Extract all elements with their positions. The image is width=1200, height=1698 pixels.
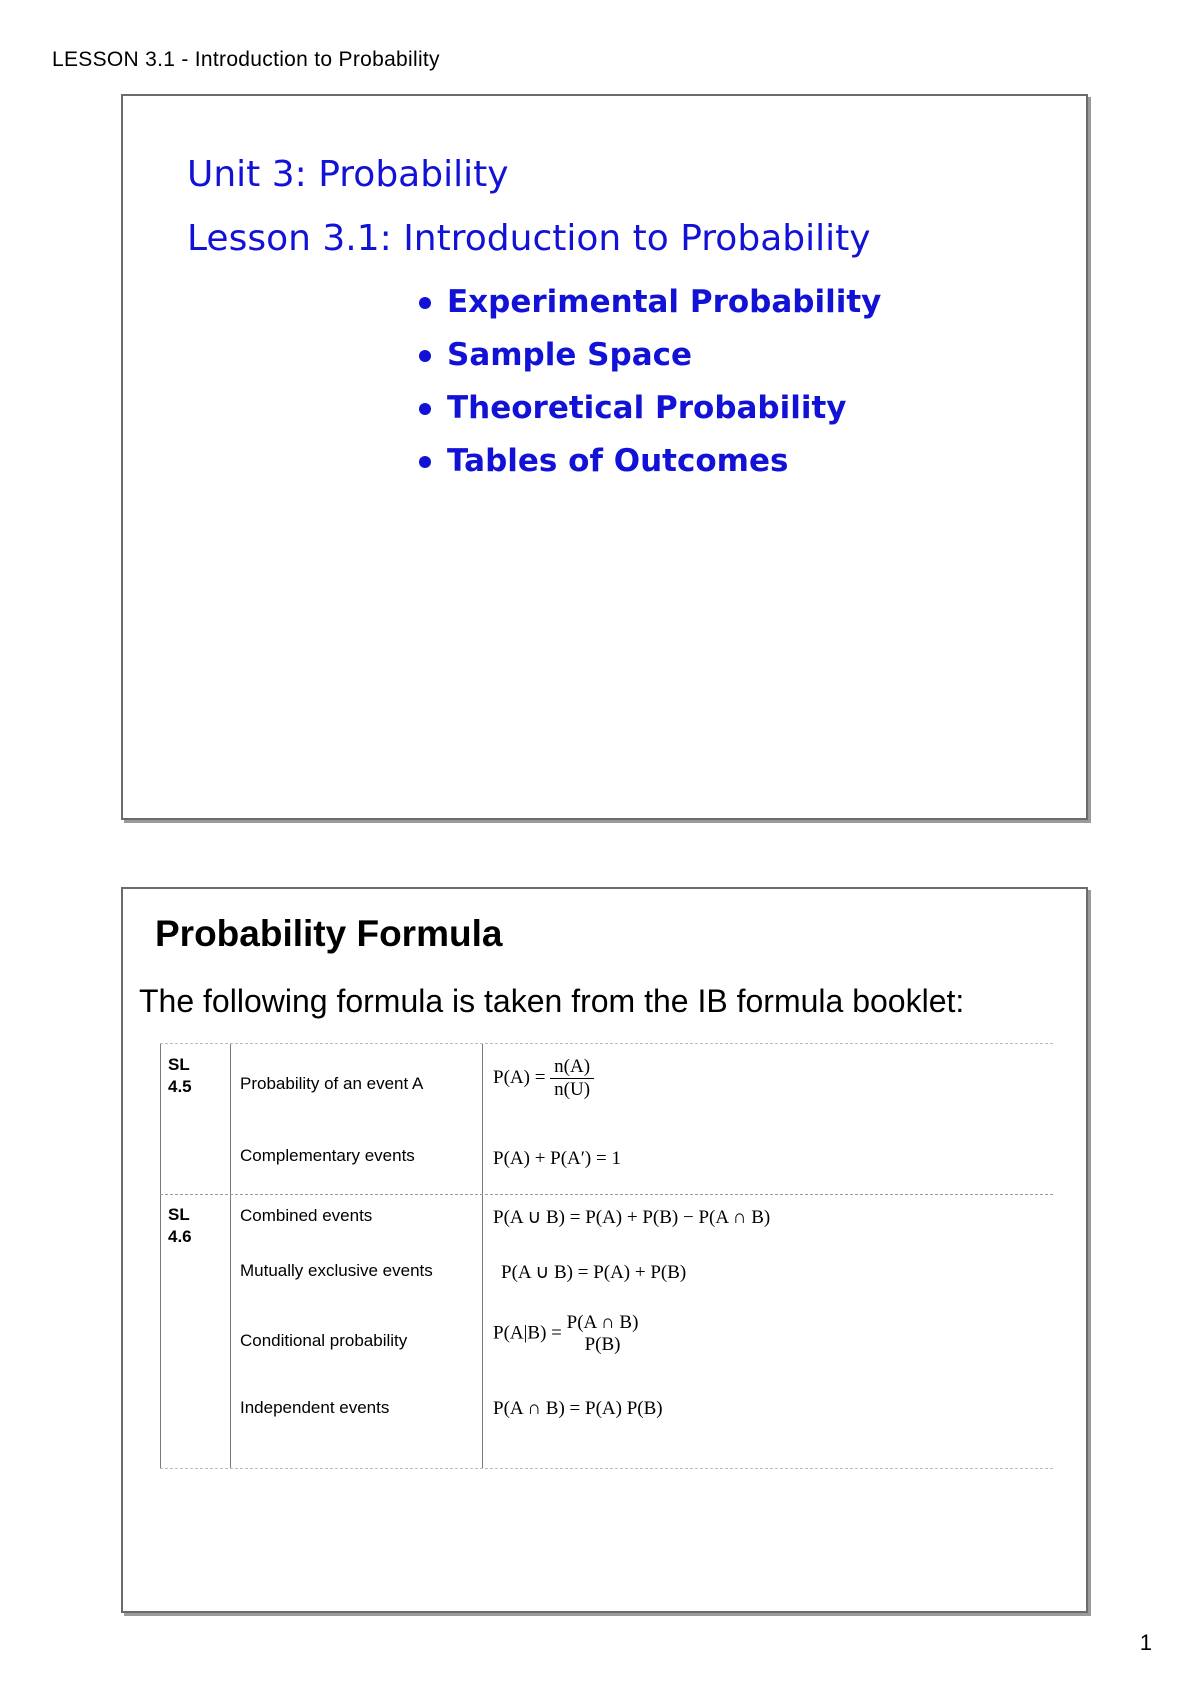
table-row-divider bbox=[160, 1194, 1053, 1196]
bullet-icon bbox=[419, 350, 431, 362]
formula-label: Conditional probability bbox=[240, 1331, 408, 1350]
slide-intro bbox=[121, 94, 1088, 820]
formula-label: Combined events bbox=[240, 1206, 373, 1225]
page-header: LESSON 3.1 - Introduction to Probability bbox=[52, 48, 440, 71]
topic-item: Tables of Outcomes bbox=[413, 435, 881, 488]
topic-list bbox=[413, 276, 881, 488]
slide-probability-formula bbox=[121, 887, 1088, 1613]
topic-item: Sample Space bbox=[413, 329, 881, 382]
table-divider bbox=[482, 1044, 483, 1468]
formula-conditional: P(A|B) = P(A ∩ B) P(B) bbox=[493, 1312, 639, 1355]
formula-mutually-exclusive: P(A ∪ B) = P(A) + P(B) bbox=[501, 1262, 687, 1283]
bullet-icon bbox=[419, 456, 431, 468]
slide-title: Probability Formula bbox=[155, 913, 503, 954]
bullet-icon bbox=[419, 297, 431, 309]
unit-title: Unit 3: Probability bbox=[187, 154, 509, 195]
table-divider bbox=[230, 1044, 231, 1468]
topic-item: Experimental Probability bbox=[413, 276, 881, 329]
table-divider bbox=[160, 1044, 161, 1468]
formula-label: Probability of an event A bbox=[240, 1074, 424, 1093]
formula-label: Complementary events bbox=[240, 1146, 415, 1165]
page-number: 1 bbox=[1139, 1630, 1152, 1655]
syllabus-code: SL 4.6 bbox=[168, 1205, 192, 1246]
slide-subtitle: The following formula is taken from the IB formula booklet: bbox=[139, 983, 965, 1019]
lesson-title: Lesson 3.1: Introduction to Probability bbox=[187, 218, 871, 259]
formula-combined: P(A ∪ B) = P(A) + P(B) − P(A ∩ B) bbox=[493, 1207, 771, 1228]
syllabus-code: SL 4.5 bbox=[168, 1055, 192, 1096]
formula-label: Mutually exclusive events bbox=[240, 1261, 433, 1280]
formula-label: Independent events bbox=[240, 1398, 390, 1417]
formula-complementary: P(A) + P(A′) = 1 bbox=[493, 1148, 621, 1169]
bullet-icon bbox=[419, 403, 431, 415]
formula-table bbox=[160, 1043, 1053, 1469]
formula-independent: P(A ∩ B) = P(A) P(B) bbox=[493, 1398, 663, 1419]
formula-probability-event: P(A) = $\frac{n(A)}{n(U)}$ bbox=[493, 1056, 594, 1101]
topic-item: Theoretical Probability bbox=[413, 382, 881, 435]
